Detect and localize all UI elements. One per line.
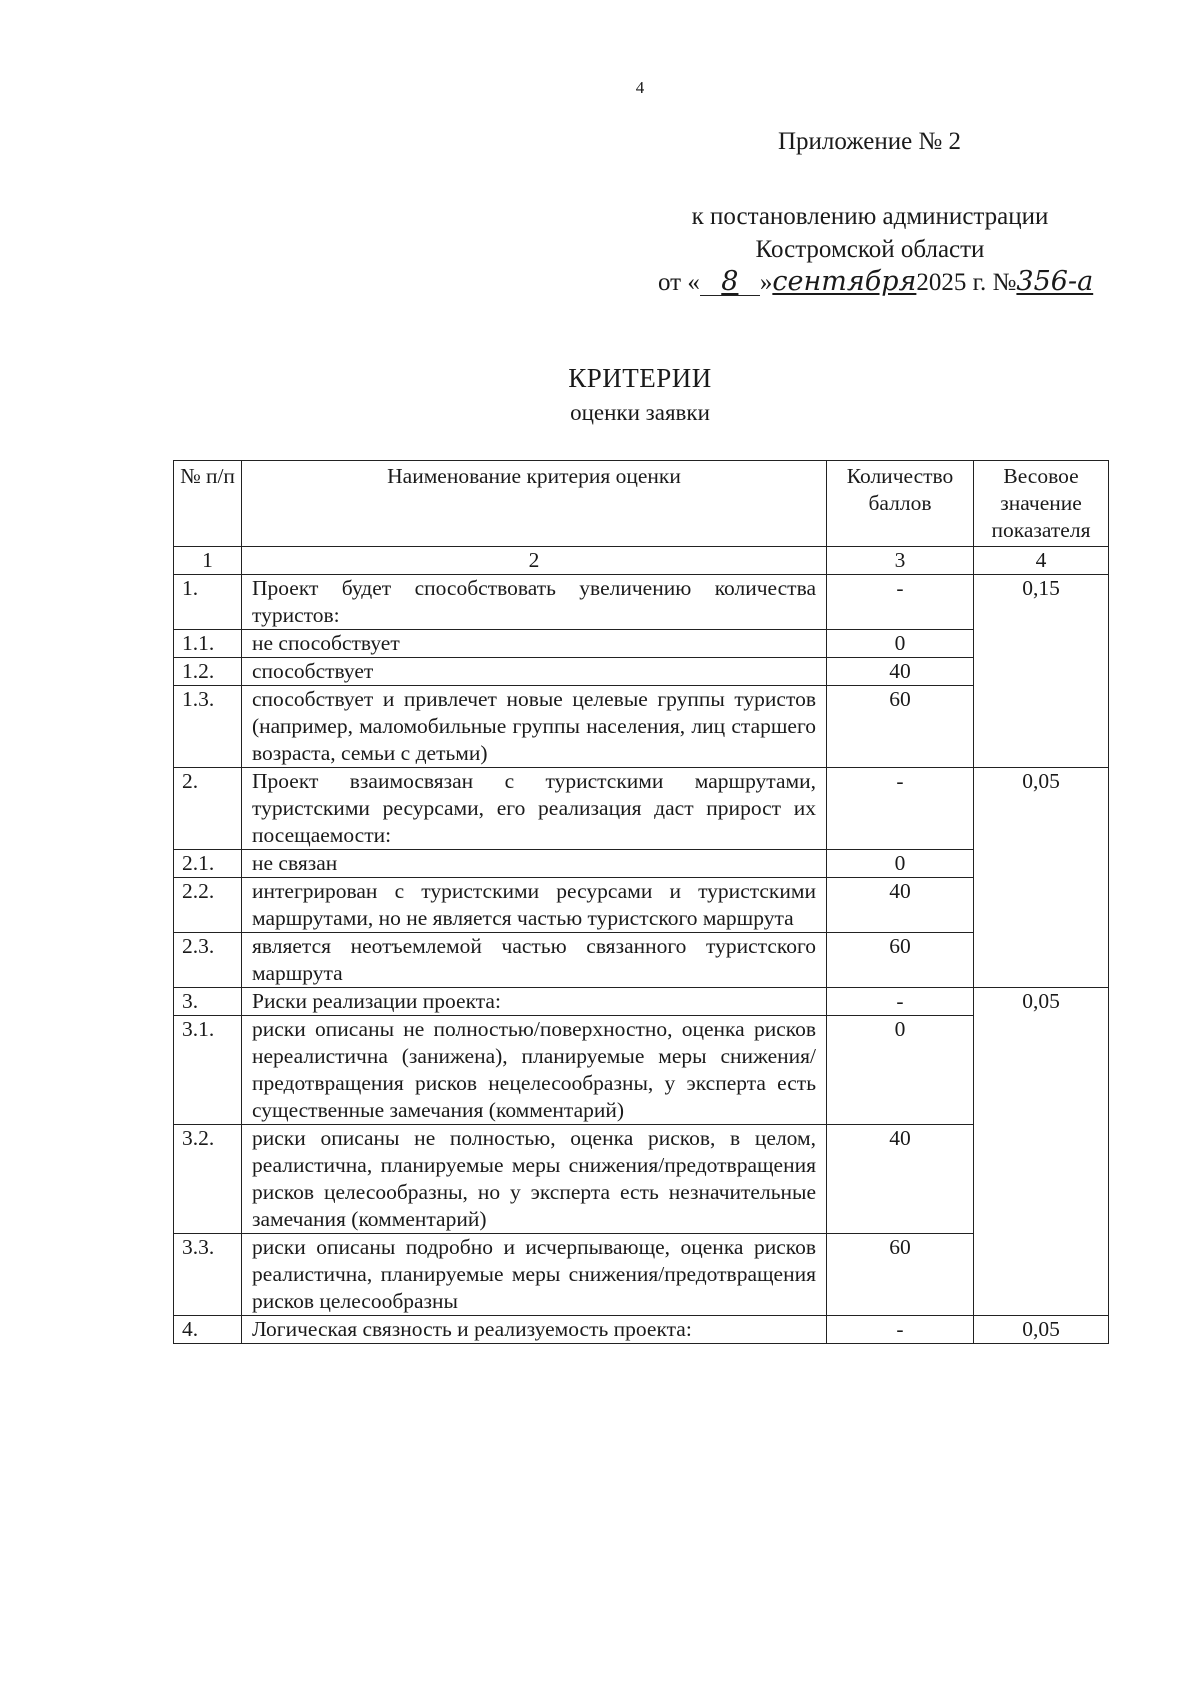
document-title: КРИТЕРИИ xyxy=(568,363,712,393)
row-number: 3.1. xyxy=(174,1016,242,1125)
column-number: 3 xyxy=(827,547,974,575)
criterion-name: риски описаны не полностью, оценка рисков, в целом, реалистична, планируемые меры снижения/предотвращения рисков целесообразны, но у эксперта есть незначительные замечания (комментарий) xyxy=(242,1125,827,1234)
table-row xyxy=(174,1125,1109,1234)
appendix-title: Приложение № 2 xyxy=(778,128,962,155)
criterion-score: 40 xyxy=(827,1125,974,1234)
date-prefix: от « xyxy=(658,269,700,296)
row-number: 1. xyxy=(174,575,242,630)
column-number: 1 xyxy=(174,547,242,575)
criterion-score: 60 xyxy=(827,686,974,768)
handwritten-number: 356-а xyxy=(1016,266,1094,297)
criterion-score: 0 xyxy=(827,630,974,658)
criterion-name: Проект взаимосвязан с туристскими маршрутами, туристскими ресурсами, его реализация даст прирост их посещаемости: xyxy=(242,768,827,850)
table-row xyxy=(174,658,1109,686)
criterion-score: - xyxy=(827,768,974,850)
row-number: 1.3. xyxy=(174,686,242,768)
row-number: 3.3. xyxy=(174,1234,242,1316)
criterion-score: 0 xyxy=(827,1016,974,1125)
header-weight: Весовое значение показателя xyxy=(974,461,1109,547)
header-number: № п/п xyxy=(174,461,242,547)
criteria-table xyxy=(173,460,1109,1344)
criterion-score: - xyxy=(827,988,974,1016)
table-row xyxy=(174,630,1109,658)
decree-date xyxy=(658,266,1093,297)
table-row xyxy=(174,1016,1109,1125)
table-row xyxy=(174,575,1109,630)
criterion-name: не способствует xyxy=(242,630,827,658)
date-year: 2025 г. № xyxy=(916,269,1017,296)
criterion-name: риски описаны не полностью/поверхностно, оценка рисков нереалистична (занижена), планируемые меры снижения/предотвращения рисков нецелесообразны, у эксперта есть существенные замечания (комментарий) xyxy=(242,1016,827,1125)
column-number: 2 xyxy=(242,547,827,575)
table-row xyxy=(174,850,1109,878)
row-number: 2.2. xyxy=(174,878,242,933)
criterion-score: - xyxy=(827,575,974,630)
table-row xyxy=(174,1234,1109,1316)
row-number: 1.2. xyxy=(174,658,242,686)
handwritten-month: сентября xyxy=(772,266,917,297)
table-row xyxy=(174,1316,1109,1344)
page-number: 4 xyxy=(635,78,645,97)
row-number: 1.1. xyxy=(174,630,242,658)
column-number-row xyxy=(174,547,1109,575)
decree-reference xyxy=(640,200,1100,266)
table-header-row xyxy=(174,461,1109,547)
row-number: 2.3. xyxy=(174,933,242,988)
criterion-name: не связан xyxy=(242,850,827,878)
criterion-name: Проект будет способствовать увеличению количества туристов: xyxy=(242,575,827,630)
handwritten-day: 8 xyxy=(700,269,760,296)
row-number: 4. xyxy=(174,1316,242,1344)
column-number: 4 xyxy=(974,547,1109,575)
criterion-name: способствует xyxy=(242,658,827,686)
criterion-weight: 0,05 xyxy=(974,1316,1109,1344)
row-number: 2.1. xyxy=(174,850,242,878)
criterion-weight: 0,15 xyxy=(974,575,1109,768)
document-subtitle: оценки заявки xyxy=(570,400,710,425)
header-name: Наименование критерия оценки xyxy=(242,461,827,547)
criterion-score: 0 xyxy=(827,850,974,878)
decree-line-2: Костромской области xyxy=(755,236,985,263)
criterion-weight: 0,05 xyxy=(974,768,1109,988)
criterion-score: 60 xyxy=(827,933,974,988)
criterion-score: 60 xyxy=(827,1234,974,1316)
criterion-name: Риски реализации проекта: xyxy=(242,988,827,1016)
row-number: 2. xyxy=(174,768,242,850)
decree-line-1: к постановлению администрации xyxy=(691,203,1049,230)
criterion-name: является неотъемлемой частью связанного туристского маршрута xyxy=(242,933,827,988)
criterion-score: 40 xyxy=(827,878,974,933)
criterion-score: 40 xyxy=(827,658,974,686)
row-number: 3. xyxy=(174,988,242,1016)
criterion-score: - xyxy=(827,1316,974,1344)
criterion-name: риски описаны подробно и исчерпывающе, оценка рисков реалистична, планируемые меры снижения/предотвращения рисков целесообразны xyxy=(242,1234,827,1316)
table-row xyxy=(174,988,1109,1016)
header-score: Количество баллов xyxy=(827,461,974,547)
table-row xyxy=(174,933,1109,988)
criterion-name: Логическая связность и реализуемость проекта: xyxy=(242,1316,827,1344)
date-mid: » xyxy=(759,269,773,296)
criterion-weight: 0,05 xyxy=(974,988,1109,1316)
criterion-name: способствует и привлечет новые целевые группы туристов (например, маломобильные группы населения, лиц старшего возраста, семьи с детьми) xyxy=(242,686,827,768)
table-row xyxy=(174,768,1109,850)
table-row xyxy=(174,686,1109,768)
table-row xyxy=(174,878,1109,933)
row-number: 3.2. xyxy=(174,1125,242,1234)
criterion-name: интегрирован с туристскими ресурсами и туристскими маршрутами, но не является частью туристского маршрута xyxy=(242,878,827,933)
